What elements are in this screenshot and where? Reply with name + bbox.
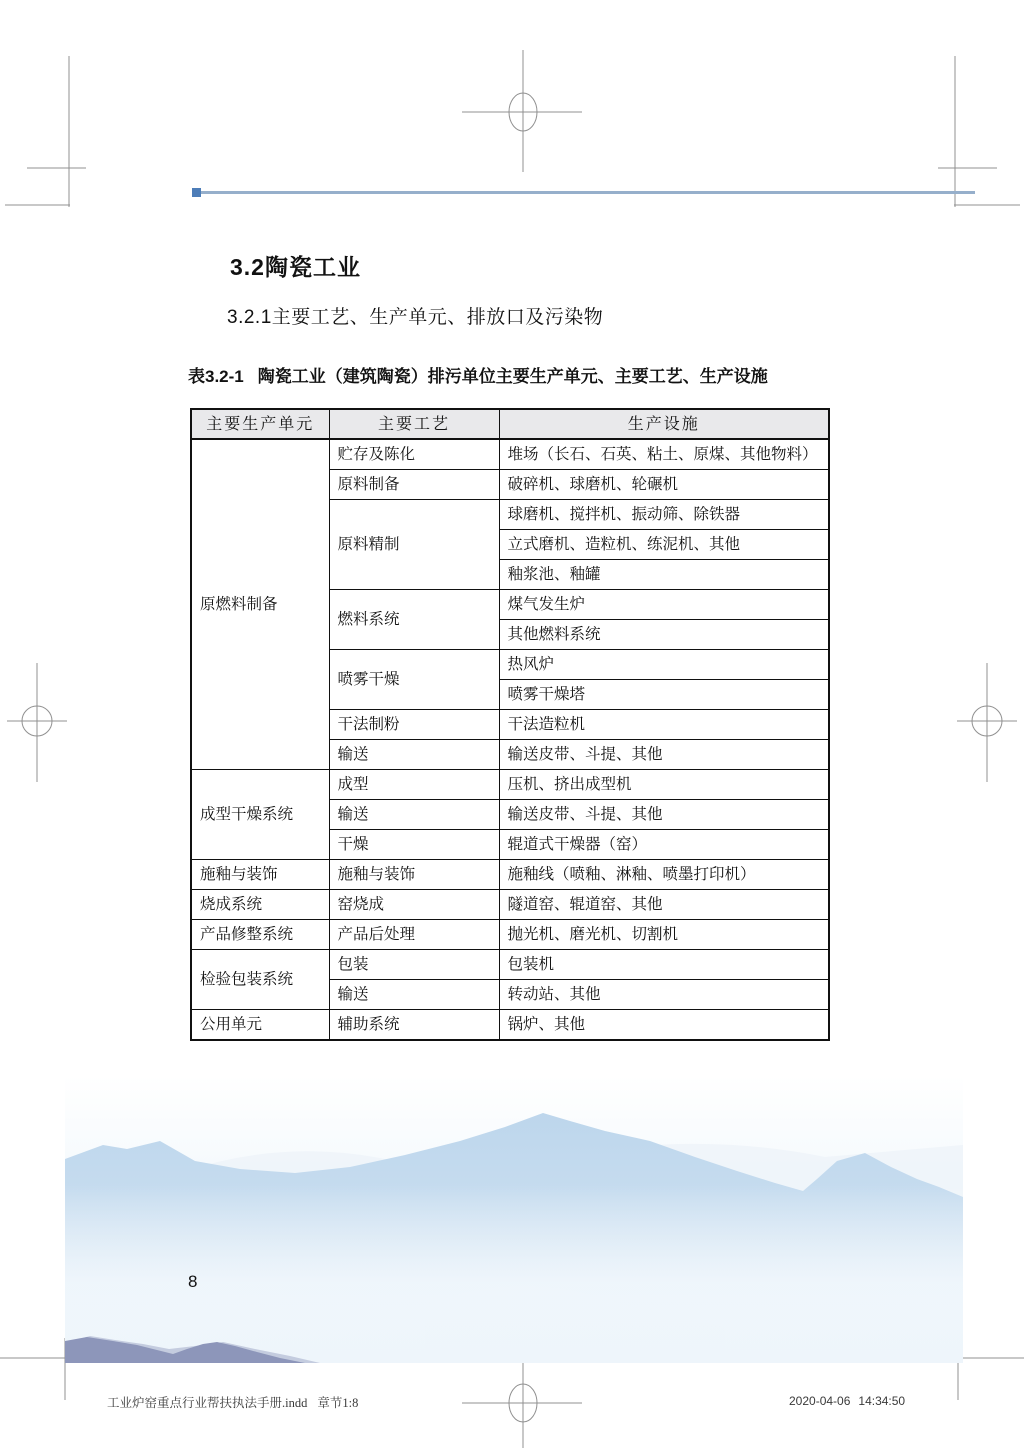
footer-time: 14:34:50 xyxy=(858,1394,906,1408)
footer-file-name: 工业炉窑重点行业帮扶执法手册.indd xyxy=(107,1396,308,1410)
process-cell: 原料精制 xyxy=(329,500,499,590)
process-cell: 贮存及陈化 xyxy=(329,439,499,470)
registration-mark-top-center xyxy=(462,50,582,172)
unit-cell: 施釉与装饰 xyxy=(191,860,329,890)
table-row xyxy=(191,860,829,890)
unit-cell: 成型干燥系统 xyxy=(191,770,329,860)
registration-mark-left xyxy=(7,663,67,782)
crop-mark-top-left xyxy=(5,56,86,207)
facility-cell: 球磨机、搅拌机、振动筛、除铁器 xyxy=(499,500,829,530)
column-header-facility: 生产设施 xyxy=(499,409,829,439)
mountain-image xyxy=(65,1075,963,1363)
column-header-process: 主要工艺 xyxy=(329,409,499,439)
header-rule xyxy=(193,191,975,194)
footer-section-ref: 章节1:8 xyxy=(317,1396,359,1410)
process-cell: 输送 xyxy=(329,740,499,770)
facility-cell: 辊道式干燥器（窑） xyxy=(499,830,829,860)
column-header-unit: 主要生产单元 xyxy=(191,409,329,439)
table-row xyxy=(191,920,829,950)
table-header-row xyxy=(191,409,829,439)
process-cell: 原料制备 xyxy=(329,470,499,500)
facility-cell: 喷雾干燥塔 xyxy=(499,680,829,710)
process-cell: 输送 xyxy=(329,800,499,830)
footer-date: 2020-04-06 xyxy=(789,1394,851,1408)
facility-cell: 釉浆池、釉罐 xyxy=(499,560,829,590)
table-row xyxy=(191,1010,829,1041)
unit-cell: 公用单元 xyxy=(191,1010,329,1041)
process-cell: 输送 xyxy=(329,980,499,1010)
facility-cell: 堆场（长石、石英、粘土、原煤、其他物料） xyxy=(499,439,829,470)
footer-slug xyxy=(107,1393,358,1411)
facility-cell: 其他燃料系统 xyxy=(499,620,829,650)
mountain-illustration xyxy=(65,1075,963,1363)
process-cell: 窑烧成 xyxy=(329,890,499,920)
table-row xyxy=(191,950,829,980)
facility-cell: 施釉线（喷釉、淋釉、喷墨打印机） xyxy=(499,860,829,890)
process-cell: 辅助系统 xyxy=(329,1010,499,1041)
table-caption xyxy=(188,362,768,387)
crop-mark-top-right xyxy=(938,56,1020,207)
process-cell: 产品后处理 xyxy=(329,920,499,950)
page-number: 8 xyxy=(188,1272,198,1291)
facility-cell: 抛光机、磨光机、切割机 xyxy=(499,920,829,950)
facility-cell: 干法造粒机 xyxy=(499,710,829,740)
facility-cell: 煤气发生炉 xyxy=(499,590,829,620)
registration-mark-right xyxy=(957,663,1017,782)
unit-cell: 烧成系统 xyxy=(191,890,329,920)
facility-cell: 热风炉 xyxy=(499,650,829,680)
section-title: 3.2陶瓷工业 xyxy=(230,254,361,280)
process-cell: 干法制粉 xyxy=(329,710,499,740)
facility-cell: 输送皮带、斗提、其他 xyxy=(499,740,829,770)
process-cell: 喷雾干燥 xyxy=(329,650,499,710)
facility-cell: 破碎机、球磨机、轮碾机 xyxy=(499,470,829,500)
table-caption-label: 表3.2-1 xyxy=(188,367,244,386)
facility-cell: 输送皮带、斗提、其他 xyxy=(499,800,829,830)
table-row xyxy=(191,890,829,920)
table-row xyxy=(191,770,829,800)
production-units-table xyxy=(190,408,830,1041)
process-cell: 包装 xyxy=(329,950,499,980)
footer-timestamp xyxy=(789,1394,905,1408)
process-cell: 干燥 xyxy=(329,830,499,860)
facility-cell: 压机、挤出成型机 xyxy=(499,770,829,800)
subsection-title: 3.2.1主要工艺、生产单元、排放口及污染物 xyxy=(227,307,604,328)
facility-cell: 立式磨机、造粒机、练泥机、其他 xyxy=(499,530,829,560)
facility-cell: 包装机 xyxy=(499,950,829,980)
facility-cell: 转动站、其他 xyxy=(499,980,829,1010)
unit-cell: 检验包装系统 xyxy=(191,950,329,1010)
process-cell: 施釉与装饰 xyxy=(329,860,499,890)
table-caption-text: 陶瓷工业（建筑陶瓷）排污单位主要生产单元、主要工艺、生产设施 xyxy=(257,367,768,386)
unit-cell: 产品修整系统 xyxy=(191,920,329,950)
header-rule-square xyxy=(192,188,201,197)
table-row xyxy=(191,439,829,470)
unit-cell: 原燃料制备 xyxy=(191,439,329,770)
process-cell: 成型 xyxy=(329,770,499,800)
process-cell: 燃料系统 xyxy=(329,590,499,650)
facility-cell: 锅炉、其他 xyxy=(499,1010,829,1041)
facility-cell: 隧道窑、辊道窑、其他 xyxy=(499,890,829,920)
